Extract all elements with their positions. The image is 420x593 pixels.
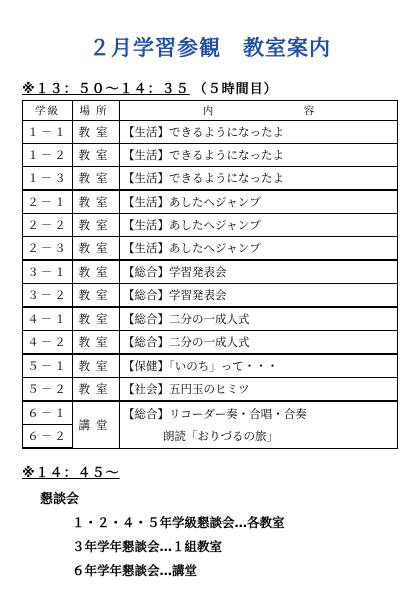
- content-cell: [120, 401, 398, 448]
- meeting-heading: 懇談会: [40, 492, 80, 507]
- table-row: [23, 307, 398, 331]
- content-cell: 【生活】あしたへジャンプ: [120, 190, 398, 214]
- grade-cell: ４－２: [23, 331, 73, 355]
- place-cell: 教室: [73, 167, 120, 191]
- table-row: [23, 167, 398, 191]
- place-cell: 教室: [73, 307, 120, 331]
- page-title: ２月学習参観 教室案内: [89, 36, 331, 60]
- place-cell: 教室: [73, 378, 120, 402]
- place-cell: 教室: [73, 331, 120, 355]
- content-cell: 【総合】二分の一成人式: [120, 331, 398, 355]
- table-row: [23, 144, 398, 167]
- table-body: [23, 121, 398, 449]
- table-row: [23, 237, 398, 261]
- table-row: [23, 284, 398, 308]
- session-time: ※１３：５０～１４：３５: [22, 82, 190, 97]
- session-period: （５時間目）: [193, 82, 278, 97]
- place-cell: 教室: [73, 190, 120, 214]
- header-grade: 学級: [23, 101, 73, 121]
- header-place: 場所: [73, 101, 120, 121]
- content-cell: 【総合】学習発表会: [120, 260, 398, 284]
- content-cell: 【社会】五円玉のヒミツ: [120, 378, 398, 402]
- table-row: [23, 378, 398, 402]
- content-cell: 【生活】あしたへジャンプ: [120, 214, 398, 237]
- session-time-heading: [22, 78, 278, 97]
- content-cell: 【生活】できるようになったよ: [120, 121, 398, 144]
- grade-cell: ６－２: [23, 425, 73, 449]
- content-cell: 【総合】二分の一成人式: [120, 307, 398, 331]
- table-row: [23, 354, 398, 378]
- content-cell: 【生活】あしたへジャンプ: [120, 237, 398, 261]
- place-cell: 教室: [73, 144, 120, 167]
- place-cell: 教室: [73, 237, 120, 261]
- grade-cell: ２－２: [23, 214, 73, 237]
- place-cell: 教室: [73, 214, 120, 237]
- grade-cell: ５－２: [23, 378, 73, 402]
- grade-cell: ３－２: [23, 284, 73, 308]
- content-line-1: 【総合】リコーダー奏・合唱・合奏: [123, 406, 307, 421]
- content-cell: 【保健】「いのち」って・・・: [120, 354, 398, 378]
- grade-cell: ４－１: [23, 307, 73, 331]
- table-row: [23, 190, 398, 214]
- header-content: 内 容: [120, 101, 398, 121]
- meeting-line: １・２・４・５年学級懇談会…各教室: [72, 515, 285, 530]
- grade-cell: １－１: [23, 121, 73, 144]
- content-cell: 【総合】学習発表会: [120, 284, 398, 308]
- table-row: [23, 260, 398, 284]
- grade-cell: １－２: [23, 144, 73, 167]
- table-row: [23, 331, 398, 355]
- meeting-time-heading: ※１４：４５～: [22, 466, 120, 481]
- place-cell: 教室: [73, 284, 120, 308]
- content-cell: 【生活】できるようになったよ: [120, 144, 398, 167]
- grade-cell: ２－１: [23, 190, 73, 214]
- table-row: [23, 121, 398, 144]
- grade-cell: ６－１: [23, 401, 73, 425]
- classroom-schedule-table: [22, 100, 398, 449]
- place-cell: 講堂: [73, 401, 120, 448]
- table-header-row: [23, 101, 398, 121]
- content-line-2: 朗読「おりづるの旅」: [163, 428, 278, 443]
- grade-cell: ５－１: [23, 354, 73, 378]
- table-row: [23, 214, 398, 237]
- grade-cell: ３－１: [23, 260, 73, 284]
- place-cell: 教室: [73, 121, 120, 144]
- grade-cell: １－３: [23, 167, 73, 191]
- table-row: [23, 401, 398, 425]
- content-cell: 【生活】できるようになったよ: [120, 167, 398, 191]
- meeting-line: ３年学年懇談会…１組教室: [72, 539, 223, 554]
- place-cell: 教室: [73, 260, 120, 284]
- grade-cell: ２－３: [23, 237, 73, 261]
- meeting-line: ６年学年懇談会…講堂: [72, 563, 198, 578]
- place-cell: 教室: [73, 354, 120, 378]
